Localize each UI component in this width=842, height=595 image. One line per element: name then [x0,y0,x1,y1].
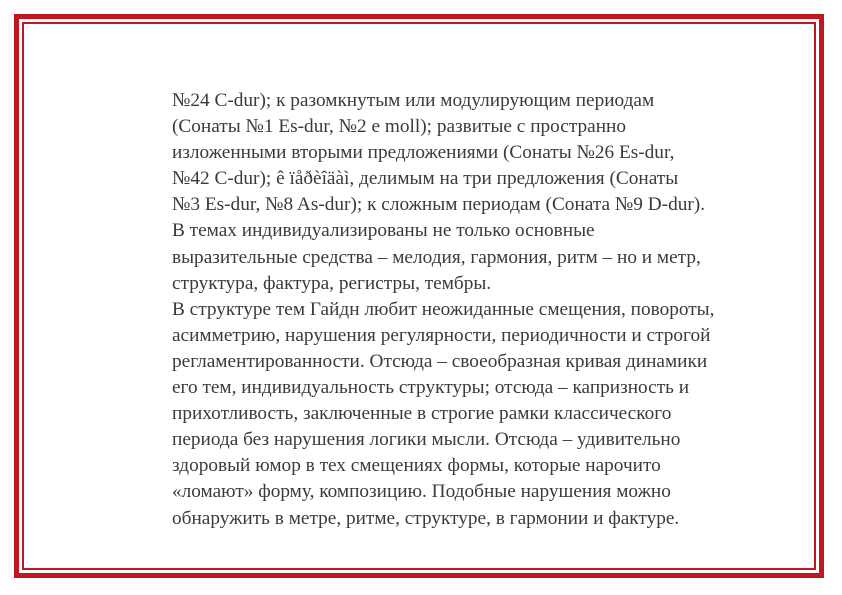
text-line: изложенными вторыми предложениями (Сонаты №26 Es-dur, [172,142,675,164]
text-line: обнаружить в метре, ритме, структуре, в гармонии и фактуре. [172,507,680,529]
text-line: периода без нарушения логики мысли. Отсюда – удивительно [172,429,681,451]
text-line: прихотливость, заключенные в строгие рамки классического [172,403,672,425]
text-line: В темах индивидуализированы не только основные [172,220,595,242]
text-line: асимметрию, нарушения регулярности, периодичности и строгой [172,324,711,346]
text-line: (Сонаты №1 Es-dur, №2 e moll); развитые с пространно [172,116,626,138]
text-line: №3 Es-dur, №8 As-dur); к сложным периодам (Соната №9 D-dur). [172,194,706,216]
body-text [172,88,792,532]
text-line: структура, фактура, регистры, тембры. [172,272,492,294]
text-line: В структуре тем Гайдн любит неожиданные смещения, повороты, [172,298,715,320]
text-line: здоровый юмор в тех смещениях формы, которые нарочито [172,455,661,477]
text-line: №24 C-dur); к разомкнутым или модулирующим периодам [172,90,655,111]
text-line: №42 C-dur); ê ïåðèîäàì, делимым на три предложения (Сонаты [172,168,679,190]
text-line: его тем, индивидуальность структуры; отсюда – капризность и [172,377,690,399]
text-line: регламентированности. Отсюда – своеобразная кривая динамики [172,350,708,372]
text-line: выразительные средства – мелодия, гармония, ритм – но и метр, [172,246,701,268]
text-line: «ломают» форму, композицию. Подобные нарушения можно [172,481,671,503]
